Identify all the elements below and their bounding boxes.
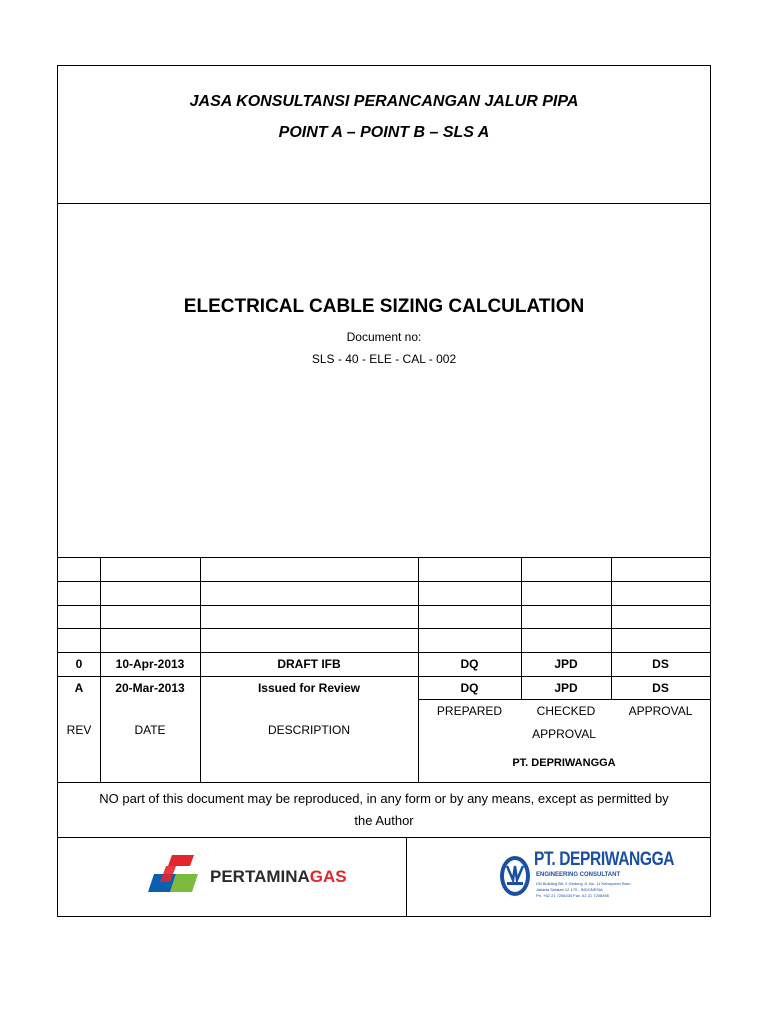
date-cell: 20-Mar-2013	[115, 681, 185, 695]
depriwangga-address-line1: DN Building Blt. 2 Gedong Jl. No. 11 Kebayoran Baru	[536, 881, 631, 886]
notice-divider	[58, 837, 710, 838]
depriwangga-name: PT. DEPRIWANGGA	[534, 849, 675, 870]
column-header-checked: CHECKED	[536, 704, 596, 718]
copyright-notice	[58, 788, 710, 832]
depriwangga-logo	[498, 846, 673, 908]
column-header-approval: APPROVAL	[628, 704, 693, 718]
pertamina-wordmark: PERTAMINA	[210, 867, 310, 886]
approval-label: APPROVAL	[532, 727, 596, 741]
checked-cell: JPD	[554, 657, 578, 671]
date-cell: 10-Apr-2013	[115, 657, 185, 671]
prepared-cell: DQ	[460, 681, 479, 695]
document-number-label: Document no:	[346, 330, 422, 344]
pertamina-logo-mark	[146, 852, 206, 902]
notice-line2: the Author	[354, 813, 414, 828]
logo-divider	[406, 837, 407, 917]
description-cell: DRAFT IFB	[277, 657, 341, 671]
document-cover-sheet	[57, 65, 711, 917]
pertamina-gas-logo	[146, 852, 361, 902]
column-header-description: DESCRIPTION	[267, 723, 350, 737]
column-header-rev: REV	[66, 723, 92, 737]
gas-wordmark: GAS	[309, 867, 347, 886]
prepared-cell: DQ	[460, 657, 479, 671]
column-header-date: DATE	[134, 723, 166, 737]
header-divider	[58, 203, 710, 204]
document-number: SLS - 40 - ELE - CAL - 002	[311, 352, 457, 366]
approval-company: PT. DEPRIWANGGA	[512, 757, 616, 769]
rev-cell: 0	[75, 657, 83, 671]
depriwangga-emblem-icon	[498, 854, 532, 898]
description-cell: Issued for Review	[257, 681, 361, 695]
depriwangga-address-line2: Jakarta Selatan 12 170 - INDONESIA	[536, 887, 603, 892]
approval-cell: DS	[652, 681, 669, 695]
depriwangga-tagline: ENGINEERING CONSULTANT	[536, 872, 621, 878]
approval-cell: DS	[652, 657, 669, 671]
project-title-line1: JASA KONSULTANSI PERANCANGAN JALUR PIPA	[189, 93, 579, 110]
depriwangga-address-line3: Ph. +62 21 7208434 Fax. 62 21 7208456	[536, 893, 609, 898]
column-header-prepared: PREPARED	[436, 704, 503, 718]
project-title-line2: POINT A – POINT B – SLS A	[278, 124, 490, 141]
document-title: ELECTRICAL CABLE SIZING CALCULATION	[183, 296, 585, 317]
rev-cell: A	[74, 681, 84, 695]
notice-line1: NO part of this document may be reproduced, in any form or by any means, except as permitted by	[99, 791, 669, 806]
checked-cell: JPD	[554, 681, 578, 695]
